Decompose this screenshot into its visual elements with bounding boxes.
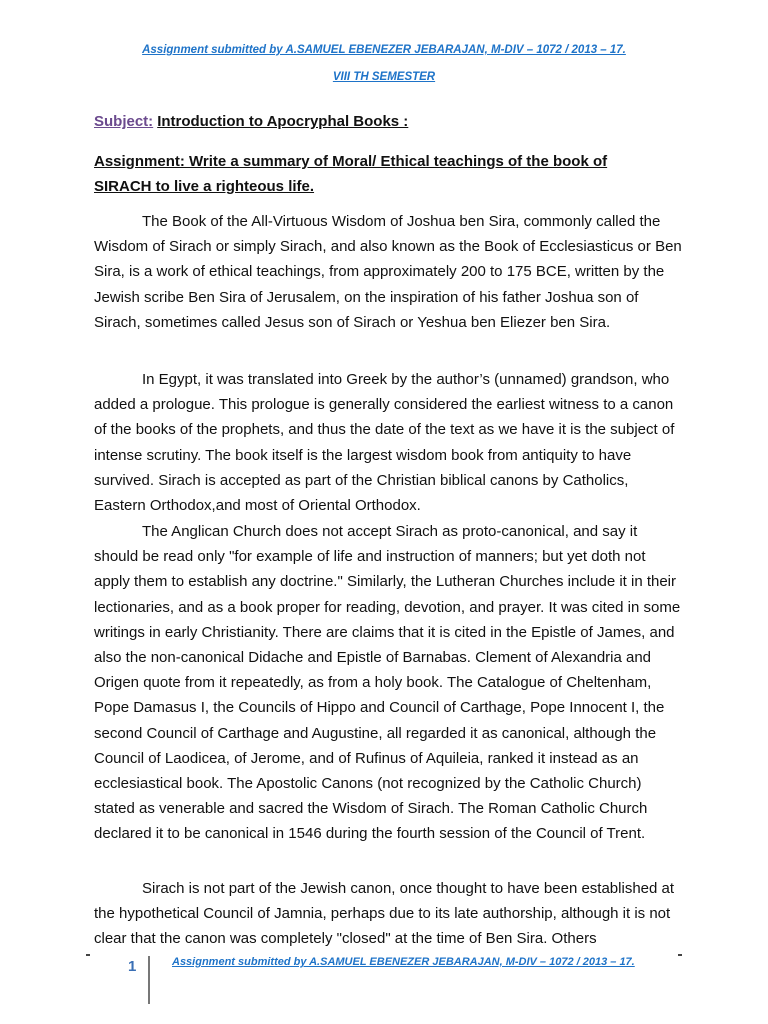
assignment-heading: Assignment: Write a summary of Moral/ Ethical teachings of the book of SIRACH to live a righteous life.: [94, 153, 608, 195]
footer-corner-mark-left: [86, 954, 90, 956]
body-paragraph-2: In Egypt, it was translated into Greek by the author’s (unnamed) grandson, who added a prologue. This prologue is generally considered the earliest witness to a canon of the books of the prophets, and thus the date of the text as we have it is the subject of intense scrutiny. The book itself is the largest wisdom book from antiquity to have survived. Sirach is accepted as part of the Christian biblical canons by Catholics, Eastern Orthodox,and most of Oriental Orthodox.: [94, 371, 675, 515]
subject-label: Subject:: [94, 113, 154, 130]
header-author-line: Assignment submitted by A.SAMUEL EBENEZER JEBARAJAN, M-DIV – 1072 / 2013 – 17.: [142, 44, 626, 56]
body-paragraph-3: The Anglican Church does not accept Sirach as proto-canonical, and say it should be read only "for example of life and instruction of manners; but yet doth not apply them to establish any doctrine." Similarly, the Lutheran Churches include it in their lectionaries, and as a book proper for reading, devotion, and prayer. It was cited in some writings in early Christianity. There are claims that it is cited in the Epistle of James, and also the non-canonical Didache and Epistle of Barnabas. Clement of Alexandria and Origen quote from it repeatedly, as from a holy book. The Catalogue of Cheltenham, Pope Damasus I, the Councils of Hippo and Council of Carthage, Pope Innocent I, the second Council of Carthage and Augustine, all regarded it as canonical, although the Council of Laodicea, of Jerome, and of Rufinus of Aquileia, ranked it instead as an ecclesiastical book. The Apostolic Canons (not recognized by the Catholic Church) stated as venerable and sacred the Wisdom of Sirach. The Roman Catholic Church declared it to be canonical in 1546 during the fourth session of the Council of Trent.: [94, 523, 681, 843]
body-paragraph-1: The Book of the All-Virtuous Wisdom of Joshua ben Sira, commonly called the Wisdom of Sirach or simply Sirach, and also known as the Book of Ecclesiasticus or Ben Sira, is a work of ethical teachings, from approximately 200 to 175 BCE, written by the Jewish scribe Ben Sira of Jerusalem, on the inspiration of his father Joshua son of Sirach, sometimes called Jesus son of Sirach or Yeshua ben Eliezer ben Sira.: [94, 213, 682, 331]
page-number: 1: [128, 958, 137, 975]
subject-line: [94, 113, 408, 130]
subject-value: Introduction to Apocryphal Books :: [157, 113, 409, 130]
footer-corner-mark-right: [678, 954, 682, 956]
footer-author-line: Assignment submitted by A.SAMUEL EBENEZER JEBARAJAN, M-DIV – 1072 / 2013 – 17.: [172, 956, 635, 968]
body-paragraph-4: Sirach is not part of the Jewish canon, once thought to have been established at the hypothetical Council of Jamnia, perhaps due to its late authorship, although it is not clear that the canon was completely "closed" at the time of Ben Sira. Others: [94, 880, 675, 948]
header-semester: VIII TH SEMESTER: [332, 71, 436, 83]
footer-divider: [148, 956, 150, 1004]
